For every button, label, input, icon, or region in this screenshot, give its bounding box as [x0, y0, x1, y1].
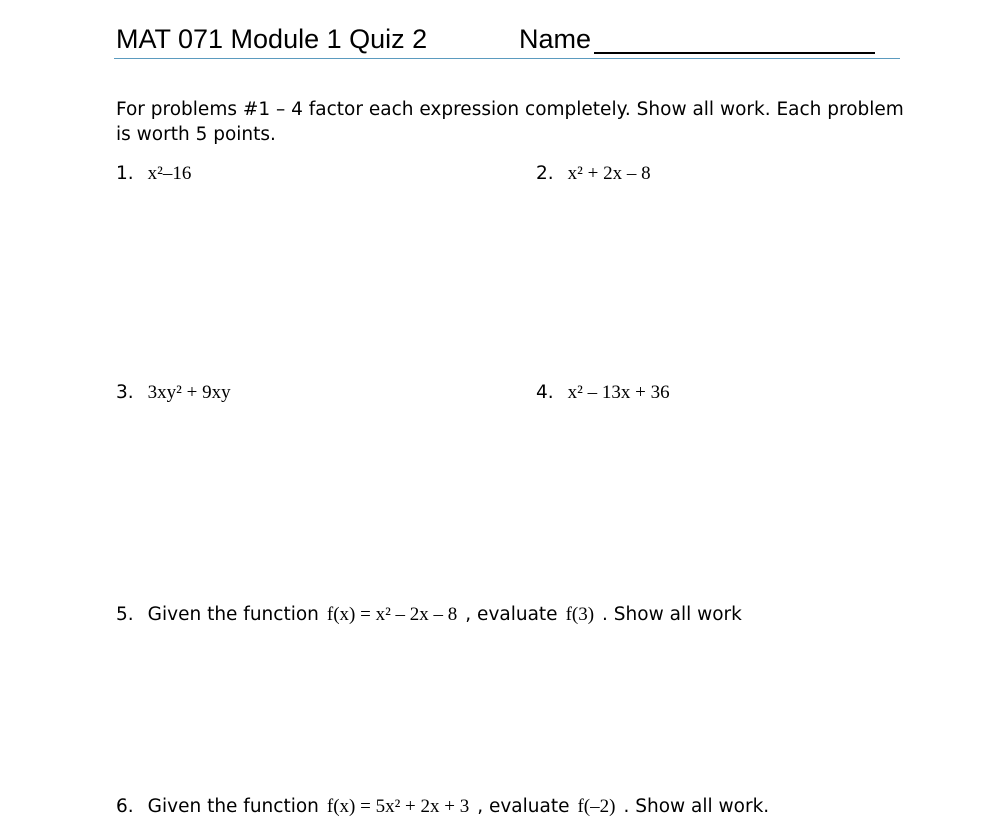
problem-text-prefix: Given the function: [147, 796, 319, 817]
problem-number: 5.: [116, 604, 134, 625]
problem-number: 4.: [536, 382, 554, 403]
name-label: Name: [519, 24, 592, 54]
problem-number: 3.: [116, 382, 134, 403]
evaluate-expression: f(3): [565, 604, 595, 625]
problem-text-prefix: Given the function: [147, 604, 319, 625]
math-expression: x² – 13x + 36: [567, 382, 670, 403]
problem-1: [116, 163, 191, 185]
math-expression: x² + 2x – 8: [567, 163, 651, 184]
problem-number: 6.: [116, 796, 134, 817]
problem-text-suffix: . Show all work: [602, 604, 742, 625]
problem-2: [536, 163, 651, 185]
problem-text-middle: , evaluate: [477, 796, 570, 817]
name-blank-line: [594, 52, 875, 54]
problem-4: [536, 382, 670, 404]
math-expression: x²–16: [147, 163, 192, 184]
function-definition: f(x) = x² – 2x – 8: [326, 604, 458, 625]
function-definition: f(x) = 5x² + 2x + 3: [326, 796, 470, 817]
problem-text-suffix: . Show all work.: [623, 796, 770, 817]
problem-3: [116, 382, 231, 404]
problem-5: [116, 604, 742, 626]
problem-number: 2.: [536, 163, 554, 184]
quiz-title: MAT 071 Module 1 Quiz 2: [116, 24, 428, 54]
instructions-text: For problems #1 – 4 factor each expression completely. Show all work. Each problem is worth 5 points.: [116, 99, 904, 145]
evaluate-expression: f(–2): [577, 796, 616, 817]
problem-text-middle: , evaluate: [465, 604, 558, 625]
math-expression: 3xy² + 9xy: [147, 382, 231, 403]
problem-6: [116, 796, 769, 818]
header-divider: [114, 58, 900, 59]
problem-number: 1.: [116, 163, 134, 184]
